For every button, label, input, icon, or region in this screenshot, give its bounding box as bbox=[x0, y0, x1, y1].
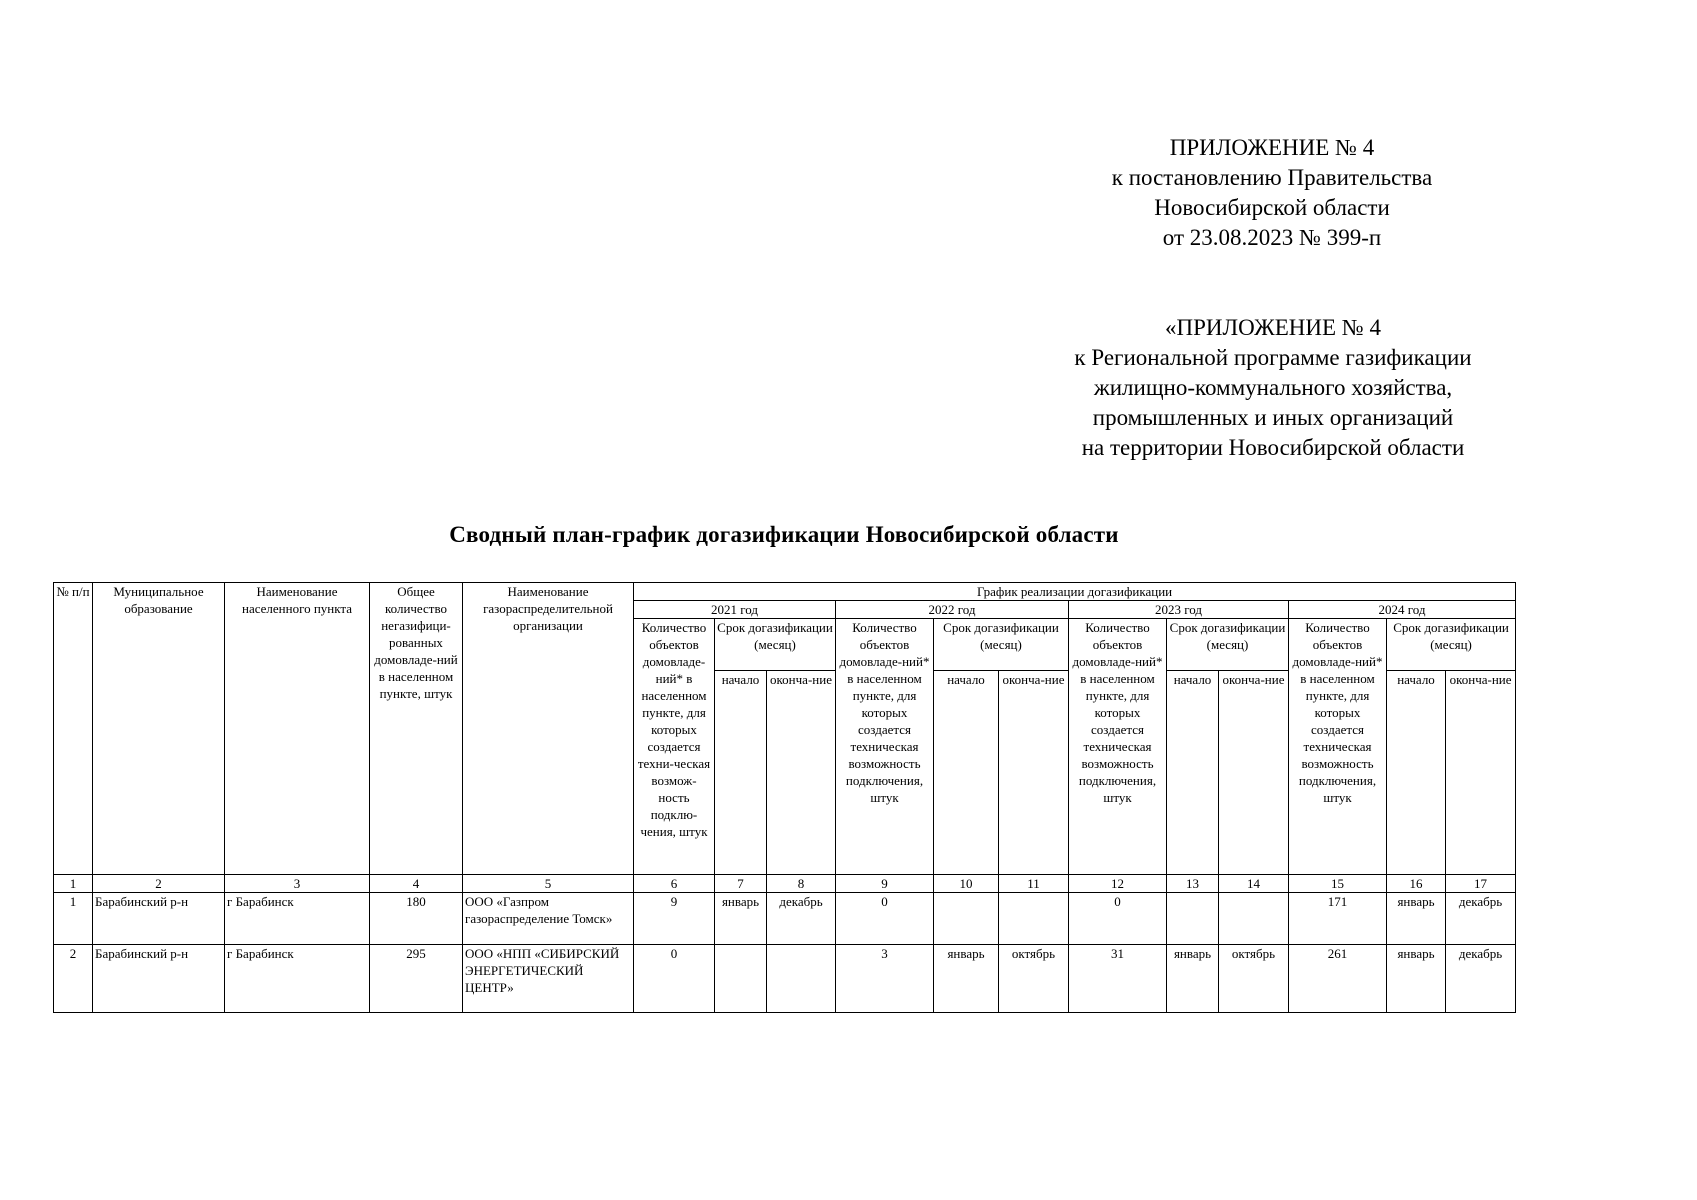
cell-count-2024: 171 bbox=[1289, 893, 1387, 945]
header-start-2021: начало bbox=[715, 671, 767, 875]
cell-count-2021: 9 bbox=[634, 893, 715, 945]
header-total: Общее количество негазифици-рованных домовладе-ний в населенном пункте, штук bbox=[370, 583, 463, 875]
appendix-line: Новосибирской области bbox=[1154, 195, 1390, 220]
program-line: на территории Новосибирской области bbox=[1081, 435, 1465, 460]
header-start-2024: начало bbox=[1387, 671, 1446, 875]
cell-start-2024: январь bbox=[1387, 893, 1446, 945]
gasification-schedule-table bbox=[53, 582, 1516, 1013]
column-number: 3 bbox=[225, 875, 370, 893]
column-number: 15 bbox=[1289, 875, 1387, 893]
header-schedule: График реализации догазификации bbox=[634, 583, 1516, 601]
cell-start-2023 bbox=[1167, 893, 1219, 945]
header-count-2022: Количество объектов домовладе-ний* в населенном пункте, для которых создается техническая возможность подключения, штук bbox=[836, 619, 934, 875]
cell-end-2021: декабрь bbox=[767, 893, 836, 945]
header-num: № п/п bbox=[54, 583, 93, 875]
column-number-row bbox=[54, 875, 1516, 893]
appendix-header bbox=[1062, 133, 1482, 253]
cell-org: ООО «НПП «СИБИРСКИЙ ЭНЕРГЕТИЧЕСКИЙ ЦЕНТР» bbox=[463, 945, 634, 1013]
header-municipality: Муниципальное образование bbox=[93, 583, 225, 875]
cell-org: ООО «Газпром газораспределение Томск» bbox=[463, 893, 634, 945]
header-year-2022: 2022 год bbox=[836, 601, 1069, 619]
cell-count-2023: 0 bbox=[1069, 893, 1167, 945]
column-number: 9 bbox=[836, 875, 934, 893]
cell-end-2023 bbox=[1219, 893, 1289, 945]
cell-start-2023: январь bbox=[1167, 945, 1219, 1013]
cell-count-2022: 3 bbox=[836, 945, 934, 1013]
header-year-2024: 2024 год bbox=[1289, 601, 1516, 619]
cell-start-2022 bbox=[934, 893, 999, 945]
header-end-2022: оконча-ние bbox=[999, 671, 1069, 875]
appendix-line: к постановлению Правительства bbox=[1111, 165, 1433, 190]
cell-municipality: Барабинский р-н bbox=[93, 893, 225, 945]
column-number: 10 bbox=[934, 875, 999, 893]
cell-start-2021: январь bbox=[715, 893, 767, 945]
header-settlement: Наименование населенного пункта bbox=[225, 583, 370, 875]
header-year-2021: 2021 год bbox=[634, 601, 836, 619]
table-row bbox=[54, 945, 1516, 1013]
program-appendix-header bbox=[1043, 313, 1503, 463]
column-number: 1 bbox=[54, 875, 93, 893]
header-term-2024: Срок догазификации (месяц) bbox=[1387, 619, 1516, 671]
cell-start-2021 bbox=[715, 945, 767, 1013]
cell-end-2024: декабрь bbox=[1446, 945, 1516, 1013]
column-number: 6 bbox=[634, 875, 715, 893]
cell-settlement: г Барабинск bbox=[225, 945, 370, 1013]
cell-total: 295 bbox=[370, 945, 463, 1013]
cell-end-2021 bbox=[767, 945, 836, 1013]
column-number: 17 bbox=[1446, 875, 1516, 893]
cell-count-2023: 31 bbox=[1069, 945, 1167, 1013]
cell-total: 180 bbox=[370, 893, 463, 945]
cell-start-2024: январь bbox=[1387, 945, 1446, 1013]
header-term-2023: Срок догазификации (месяц) bbox=[1167, 619, 1289, 671]
program-line: жилищно-коммунального хозяйства, bbox=[1093, 375, 1453, 400]
column-number: 12 bbox=[1069, 875, 1167, 893]
header-end-2024: оконча-ние bbox=[1446, 671, 1516, 875]
column-number: 13 bbox=[1167, 875, 1219, 893]
appendix-line: ПРИЛОЖЕНИЕ № 4 bbox=[1169, 135, 1375, 160]
header-start-2023: начало bbox=[1167, 671, 1219, 875]
header-count-2021: Количество объектов домовладе-ний* в населенном пункте, для которых создается техни-ческая возмож-ность подклю-чения, штук bbox=[634, 619, 715, 875]
document-title: Сводный план-график догазификации Новосибирской области bbox=[449, 522, 1119, 547]
cell-start-2022: январь bbox=[934, 945, 999, 1013]
header-org: Наименование газораспределительной организации bbox=[463, 583, 634, 875]
table-row bbox=[54, 893, 1516, 945]
header-year-2023: 2023 год bbox=[1069, 601, 1289, 619]
column-number: 8 bbox=[767, 875, 836, 893]
column-number: 11 bbox=[999, 875, 1069, 893]
cell-count-2022: 0 bbox=[836, 893, 934, 945]
program-line: к Региональной программе газификации bbox=[1074, 345, 1472, 370]
cell-num: 1 bbox=[54, 893, 93, 945]
header-count-2024: Количество объектов домовладе-ний* в населенном пункте, для которых создается техническая возможность подключения, штук bbox=[1289, 619, 1387, 875]
cell-municipality: Барабинский р-н bbox=[93, 945, 225, 1013]
cell-count-2024: 261 bbox=[1289, 945, 1387, 1013]
column-number: 5 bbox=[463, 875, 634, 893]
cell-num: 2 bbox=[54, 945, 93, 1013]
program-line: «ПРИЛОЖЕНИЕ № 4 bbox=[1164, 315, 1382, 340]
header-end-2021: оконча-ние bbox=[767, 671, 836, 875]
column-number: 4 bbox=[370, 875, 463, 893]
appendix-line: от 23.08.2023 № 399-п bbox=[1162, 225, 1382, 250]
header-term-2021: Срок догазификации (месяц) bbox=[715, 619, 836, 671]
header-count-2023: Количество объектов домовладе-ний* в населенном пункте, для которых создается техническая возможность подключения, штук bbox=[1069, 619, 1167, 875]
program-line: промышленных и иных организаций bbox=[1092, 405, 1454, 430]
cell-end-2023: октябрь bbox=[1219, 945, 1289, 1013]
cell-end-2022 bbox=[999, 893, 1069, 945]
cell-end-2022: октябрь bbox=[999, 945, 1069, 1013]
cell-end-2024: декабрь bbox=[1446, 893, 1516, 945]
column-number: 16 bbox=[1387, 875, 1446, 893]
header-start-2022: начало bbox=[934, 671, 999, 875]
header-term-2022: Срок догазификации (месяц) bbox=[934, 619, 1069, 671]
column-number: 14 bbox=[1219, 875, 1289, 893]
header-end-2023: оконча-ние bbox=[1219, 671, 1289, 875]
column-number: 2 bbox=[93, 875, 225, 893]
cell-count-2021: 0 bbox=[634, 945, 715, 1013]
column-number: 7 bbox=[715, 875, 767, 893]
cell-settlement: г Барабинск bbox=[225, 893, 370, 945]
